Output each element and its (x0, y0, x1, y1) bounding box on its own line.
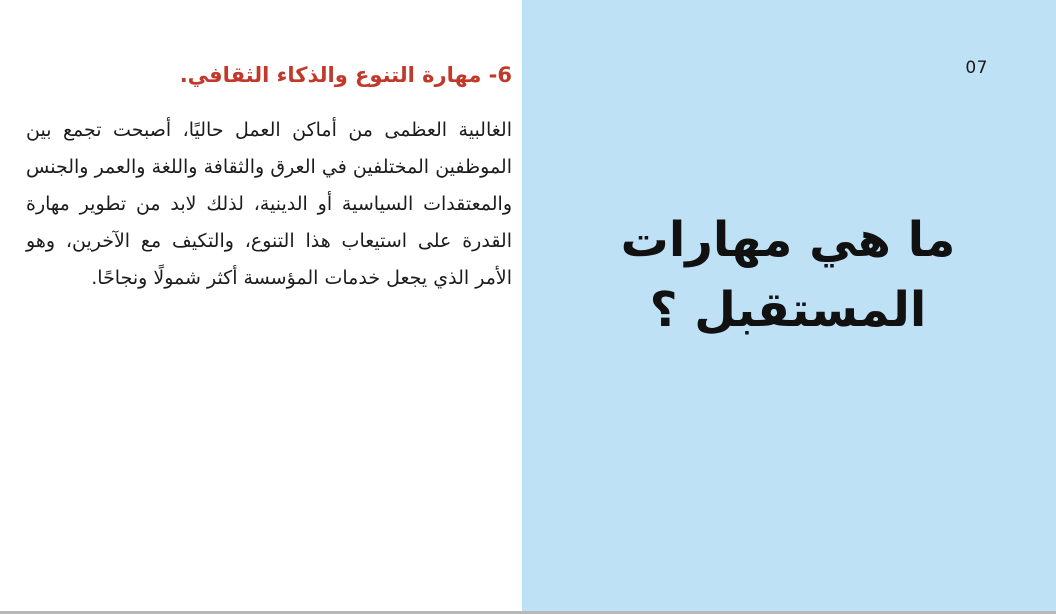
page-number: 07 (965, 58, 988, 78)
right-blue-panel (522, 0, 1056, 614)
section-body-text: الغالبية العظمى من أماكن العمل حاليًا، أصبحت تجمع بين الموظفين المختلفين في العرق والثقافة واللغة والعمر والجنس والمعتقدات السياسية أو الدينية، لذلك لابد من تطوير مهارة القدرة على استيعاب هذا التنوع، والتكيف مع الآخرين، وهو الأمر الذي يجعل خدمات المؤسسة أكثر شمولًا ونجاحًا. (26, 119, 512, 290)
slide-title: ما هي مهارات المستقبل ؟ (620, 212, 956, 338)
left-content-panel (0, 0, 522, 614)
section-heading: 6- مهارة التنوع والذكاء الثقافي. (179, 63, 512, 87)
